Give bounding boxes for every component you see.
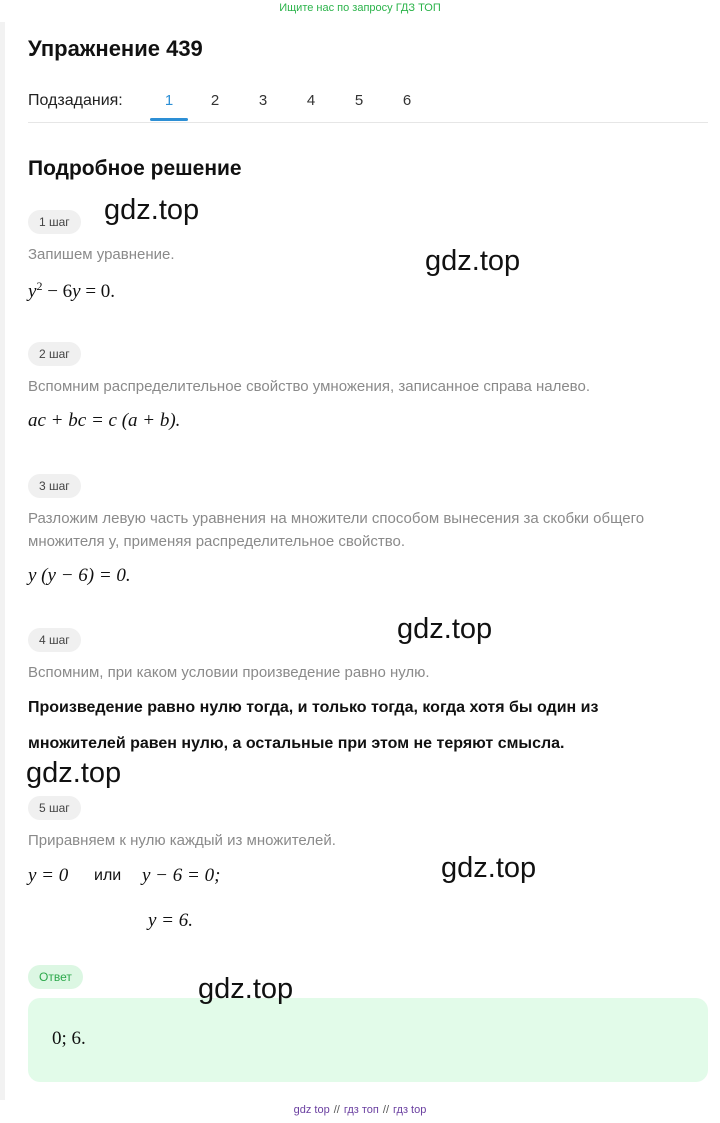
subtask-tab-2[interactable]: 2 bbox=[210, 92, 220, 109]
equation-5-result: y = 6. bbox=[148, 910, 194, 931]
subtasks-nav bbox=[28, 90, 708, 123]
footer-links bbox=[0, 1104, 720, 1116]
equation-5-right: y − 6 = 0; bbox=[142, 865, 221, 886]
watermark-4: gdz.top bbox=[26, 757, 122, 789]
watermark-2: gdz.top bbox=[425, 245, 521, 277]
subtask-tab-3[interactable]: 3 bbox=[258, 92, 268, 109]
step-badge-5: 5 шаг bbox=[28, 796, 81, 820]
exercise-card bbox=[6, 20, 720, 1102]
step-badge-4: 4 шаг bbox=[28, 628, 81, 652]
subtask-tab-6[interactable]: 6 bbox=[402, 92, 412, 109]
active-tab-indicator bbox=[150, 118, 188, 121]
answer-badge: Ответ bbox=[28, 965, 83, 989]
step-badge-2: 2 шаг bbox=[28, 342, 81, 366]
eq1-exp: 2 bbox=[36, 279, 43, 293]
equation-2: ac + bc = c (a + b). bbox=[28, 410, 181, 431]
answer-box bbox=[28, 998, 708, 1082]
or-word: или bbox=[94, 867, 122, 884]
equation-1 bbox=[28, 279, 115, 303]
step-text-4: Вспомним, при каком условии произведение равно нулю. bbox=[28, 664, 430, 681]
solution-title: Подробное решение bbox=[28, 157, 242, 180]
footer-link-1[interactable]: gdz top bbox=[293, 1104, 330, 1116]
left-border bbox=[0, 22, 5, 1100]
subtasks-label: Подзадания: bbox=[28, 92, 123, 109]
subtask-tab-5[interactable]: 5 bbox=[354, 92, 364, 109]
eq1-rhs: = 0. bbox=[80, 281, 116, 302]
watermark-1: gdz.top bbox=[104, 194, 200, 226]
footer-link-2[interactable]: гдз топ bbox=[343, 1104, 379, 1116]
page-title: Упражнение 439 bbox=[28, 36, 203, 61]
step-text-3: Разложим левую часть уравнения на множители способом вынесения за скобки общего множителя y, применяя распределительное свойство. bbox=[28, 510, 645, 550]
watermark-6: gdz.top bbox=[198, 973, 294, 1005]
watermark-3: gdz.top bbox=[397, 613, 493, 645]
watermark-5: gdz.top bbox=[441, 852, 537, 884]
equation-5-left: y = 0 bbox=[28, 865, 69, 886]
eq1-var: y bbox=[28, 281, 37, 302]
subtask-tab-1[interactable]: 1 bbox=[164, 92, 174, 109]
step-text-2: Вспомним распределительное свойство умножения, записанное справа налево. bbox=[28, 378, 590, 395]
search-banner: Ищите нас по запросу ГДЗ ТОП bbox=[279, 2, 441, 14]
subtask-tab-4[interactable]: 4 bbox=[306, 92, 316, 109]
step-text-5: Приравняем к нулю каждый из множителей. bbox=[28, 832, 336, 849]
eq1-term: − 6 bbox=[42, 281, 73, 302]
step-badge-3: 3 шаг bbox=[28, 474, 81, 498]
footer-separator-1: // bbox=[333, 1104, 340, 1116]
footer-link-3[interactable]: гдз top bbox=[393, 1104, 427, 1116]
step-text-1: Запишем уравнение. bbox=[28, 246, 175, 263]
rule-line-1: Произведение равно нулю тогда, и только тогда, когда хотя бы один из bbox=[28, 699, 599, 716]
footer-separator-2: // bbox=[382, 1104, 390, 1116]
step-badge-1: 1 шаг bbox=[28, 210, 81, 234]
equation-3: y (y − 6) = 0. bbox=[28, 565, 131, 586]
answer-value: 0; 6. bbox=[52, 1028, 86, 1049]
eq1-var2: y bbox=[72, 281, 81, 302]
rule-line-2: множителей равен нулю, а остальные при этом не теряют смысла. bbox=[28, 735, 565, 752]
